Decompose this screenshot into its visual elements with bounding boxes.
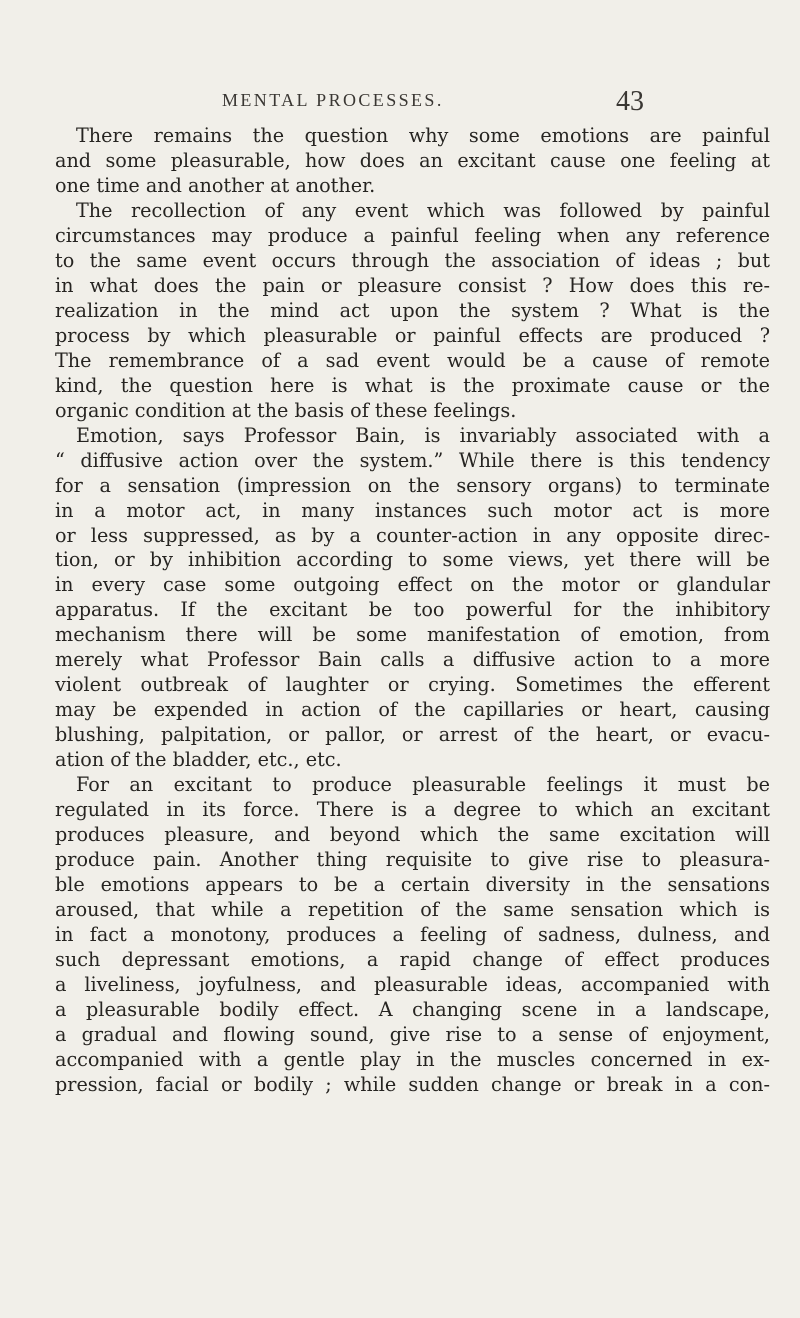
text-line: a gradual and flowing sound, give rise to a sense of enjoyment, xyxy=(55,1022,770,1046)
text-line: produces pleasure, and beyond which the same excitation will xyxy=(55,823,770,847)
text-line: tion, or by inhibition according to some views, yet there will be xyxy=(55,548,770,572)
text-line: accompanied with a gentle play in the muscles concerned in ex- xyxy=(55,1047,770,1071)
text-line: in a motor act, in many instances such motor act is more xyxy=(55,498,770,522)
text-line: aroused, that while a repetition of the same sensation which is xyxy=(55,898,770,922)
text-line: violent outbreak of laughter or crying. Sometimes the efferent xyxy=(55,673,770,697)
text-line: ation of the bladder, etc., etc. xyxy=(55,748,342,772)
book-page xyxy=(55,0,770,1318)
text-line: in every case some outgoing effect on the motor or glandular xyxy=(55,573,770,597)
text-line: The recollection of any event which was followed by painful xyxy=(76,198,770,222)
text-line: merely what Professor Bain calls a diffusive action to a more xyxy=(55,648,770,672)
body-text xyxy=(55,124,770,1098)
text-line: organic condition at the basis of these feelings. xyxy=(55,398,517,422)
text-line: realization in the mind act upon the system ? What is the xyxy=(55,298,770,322)
text-line: a pleasurable bodily effect. A changing scene in a landscape, xyxy=(55,997,770,1021)
text-line: apparatus. If the excitant be too powerful for the inhibitory xyxy=(55,598,770,622)
text-line: for a sensation (impression on the sensory organs) to terminate xyxy=(55,473,770,497)
text-line: a liveliness, joyfulness, and pleasurable ideas, accompanied with xyxy=(55,972,770,996)
text-line: to the same event occurs through the association of ideas ; but xyxy=(55,248,770,272)
text-line: in fact a monotony, produces a feeling of sadness, dulness, and xyxy=(55,923,770,946)
text-line: produce pain. Another thing requisite to give rise to pleasura- xyxy=(55,848,770,872)
text-line: “ diffusive action over the system.” While there is this tendency xyxy=(55,448,770,472)
text-line: ble emotions appears to be a certain diversity in the sensations xyxy=(55,873,770,897)
text-line: There remains the question why some emotions are painful xyxy=(76,124,770,147)
text-line: The remembrance of a sad event would be a cause of remote xyxy=(55,348,770,372)
running-title: MENTAL PROCESSES. xyxy=(222,90,444,110)
text-line: Emotion, says Professor Bain, is invariably associated with a xyxy=(76,423,770,447)
text-line: may be expended in action of the capillaries or heart, causing xyxy=(55,698,770,722)
text-line: kind, the question here is what is the proximate cause or the xyxy=(55,373,770,397)
text-line: and some pleasurable, how does an excitant cause one feeling at xyxy=(55,148,770,172)
text-line: For an excitant to produce pleasurable feelings it must be xyxy=(76,773,770,797)
text-line: pression, facial or bodily ; while sudden change or break in a con- xyxy=(55,1072,770,1096)
text-line: circumstances may produce a painful feeling when any reference xyxy=(55,223,770,247)
text-line: process by which pleasurable or painful effects are produced ? xyxy=(55,323,770,347)
text-line: in what does the pain or pleasure consist ? How does this re- xyxy=(55,273,770,297)
text-line: one time and another at another. xyxy=(55,173,376,197)
page-number: 43 xyxy=(616,86,644,117)
text-line: mechanism there will be some manifestation of emotion, from xyxy=(55,623,770,647)
text-line: regulated in its force. There is a degree to which an excitant xyxy=(55,798,770,822)
text-line: such depressant emotions, a rapid change of effect produces xyxy=(55,947,770,971)
text-line: or less suppressed, as by a counter-action in any opposite direc- xyxy=(55,523,770,547)
text-line: blushing, palpitation, or pallor, or arrest of the heart, or evacu- xyxy=(55,723,770,747)
